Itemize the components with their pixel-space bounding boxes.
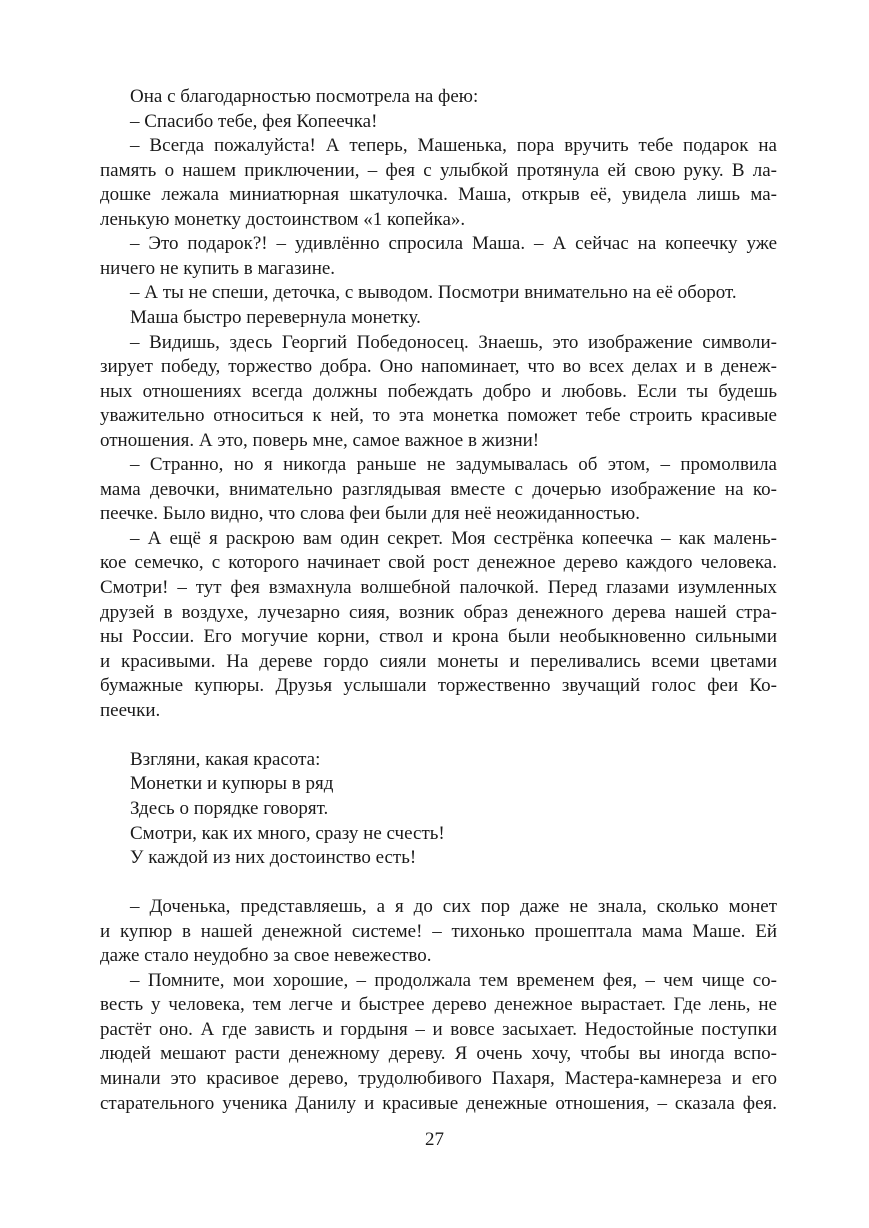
- text-line: – Спасибо тебе, фея Копеечка!: [130, 110, 378, 132]
- text-line: растёт оно. А где зависть и гордыня – и вовсе засыхает. Недостойные поступки: [100, 1018, 777, 1040]
- text-line: Здесь о порядке говорят.: [130, 797, 329, 819]
- text-line: – Это подарок?! – удивлённо спросила Маша. – А сейчас на копеечку уже: [130, 233, 777, 255]
- text-line: Монетки и купюры в ряд: [130, 773, 334, 795]
- text-line: Смотри, как их много, сразу не счесть!: [130, 822, 445, 844]
- text-line: – Доченька, представляешь, а я до сих пор даже не знала, сколько монет: [130, 896, 777, 918]
- text-line: ны России. Его могучие корни, ствол и крона были необыкновенно сильными: [100, 626, 777, 648]
- text-line: – А ты не спеши, деточка, с выводом. Посмотри внимательно на её оборот.: [130, 282, 737, 304]
- text-line: У каждой из них достоинство есть!: [130, 847, 417, 869]
- page-number: 27: [425, 1129, 444, 1150]
- text-line: Маша быстро перевернула монетку.: [130, 306, 421, 328]
- text-line: – Видишь, здесь Георгий Победоносец. Знаешь, это изображение символи-: [130, 331, 777, 353]
- text-line: Смотри! – тут фея взмахнула волшебной палочкой. Перед глазами изумленных: [100, 577, 777, 598]
- text-line: кое семечко, с которого начинает свой рост денежное дерево каждого человека.: [100, 552, 777, 574]
- text-line: Взгляни, какая красота:: [130, 748, 321, 770]
- text-line: ленькую монетку достоинством «1 копейка».: [100, 208, 466, 230]
- text-line: минали это красивое дерево, трудолюбивого Пахаря, Мастера-камнереза и его: [100, 1068, 777, 1089]
- text-line: Она с благодарностью посмотрела на фею:: [130, 86, 479, 107]
- text-line: и красивыми. На дереве гордо сияли монеты и переливались всеми цветами: [100, 650, 777, 672]
- text-line: мама девочки, внимательно разглядывая вместе с дочерью изображение на ко-: [100, 478, 777, 500]
- text-line: – А ещё я раскрою вам один секрет. Моя сестрёнка копеечка – как малень-: [130, 527, 777, 549]
- text-line: старательного ученика Данилу и красивые денежные отношения, – сказала фея.: [100, 1092, 777, 1114]
- text-line: весть у человека, тем легче и быстрее дерево денежное вырастает. Где лень, не: [100, 994, 777, 1016]
- text-line: дошке лежала миниатюрная шкатулочка. Маша, открыв её, увидела лишь ма-: [100, 184, 777, 206]
- text-line: – Помните, мои хорошие, – продолжала тем временем фея, – чем чище со-: [130, 969, 777, 991]
- text-line: людей мешают расти денежному дереву. Я очень хочу, чтобы вы иногда вспо-: [100, 1043, 777, 1065]
- text-line: ничего не купить в магазине.: [100, 257, 336, 279]
- text-line: отношения. А это, поверь мне, самое важное в жизни!: [100, 429, 540, 451]
- text-line: – Странно, но я никогда раньше не задумывалась об этом, – промолвила: [130, 454, 777, 476]
- text-line: ных отношениях всегда должны побеждать добро и любовь. Если ты будешь: [100, 380, 777, 402]
- text-line: и купюр в нашей денежной системе! – тихонько прошептала мама Маше. Ей: [100, 920, 777, 942]
- text-line: – Всегда пожалуйста! А теперь, Машенька, пора вручить тебе подарок на: [130, 135, 777, 157]
- text-line: уважительно относиться к ней, то эта монетка поможет тебе строить красивые: [100, 405, 777, 427]
- text-line: бумажные купюры. Друзья услышали торжественно звучащий голос феи Ко-: [100, 675, 777, 697]
- text-line: пеечке. Было видно, что слова феи были для неё неожиданностью.: [100, 503, 640, 525]
- text-line: память о нашем приключении, – фея с улыбкой протянула ей свою руку. В ла-: [100, 159, 777, 181]
- text-line: пеечки.: [100, 699, 161, 721]
- text-line: друзей в воздухе, лучезарно сияя, возник образ денежного дерева нашей стра-: [100, 601, 777, 623]
- text-line: даже стало неудобно за свое невежество.: [100, 945, 432, 967]
- text-line: зирует победу, торжество добра. Оно напоминает, что во всех делах и в денеж-: [100, 356, 777, 378]
